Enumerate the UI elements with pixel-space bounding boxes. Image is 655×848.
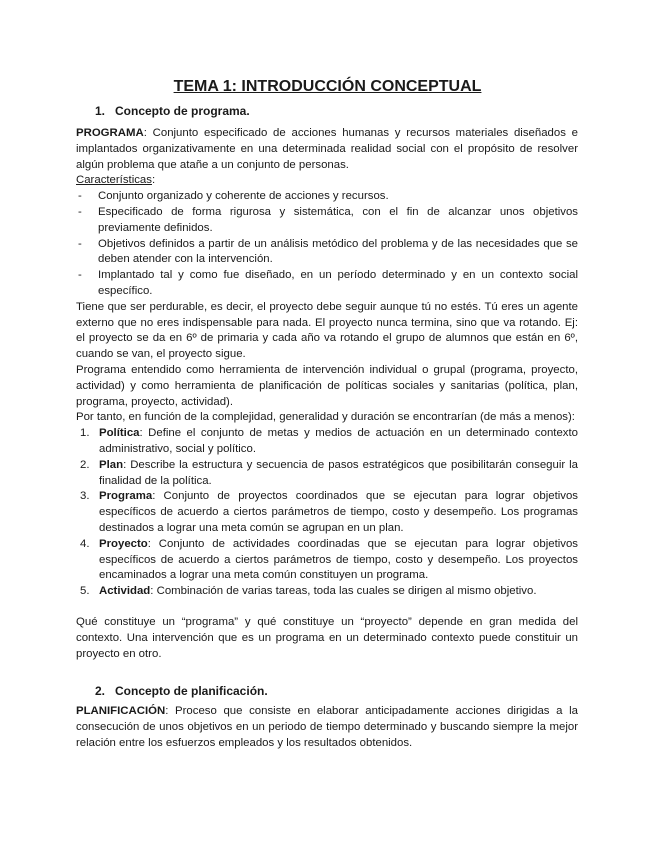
section-2-number: 2. (95, 684, 106, 698)
planificacion-definition (76, 704, 578, 751)
level-text: : Conjunto de actividades coordinadas que se ejecutan para lograr objetivos específicos de acuerdo a ciertos parámetros de tiempo, costo y desempeño. Los proyectos encaminados a lograr una meta común constituyen un programa. (99, 537, 578, 582)
section-1-number: 1. (95, 104, 106, 118)
level-number: 3. (80, 490, 90, 503)
level-text: : Define el conjunto de metas y medios de actuación en un determinado contexto administrativo, social y político. (99, 427, 578, 455)
characteristic-text: Especificado de forma rigurosa y sistemática, con el fin de alcanzar unos objetivos previamente definidos. (98, 205, 578, 234)
level-text: : Conjunto de proyectos coordinados que se ejecutan para lograr objetivos específicos de acuerdo a ciertos parámetros de tiempo, costo y desempeño. Los programas destinados a lograr una meta común se agrupan en un plan. (99, 490, 578, 534)
list-item: - Especificado de forma rigurosa y sistemática, con el fin de alcanzar unos objetivos previamente definidos. (78, 205, 578, 234)
level-text: : Combinación de varias tareas, toda las cuales se dirigen al mismo objetivo. (150, 585, 537, 598)
list-item: - Objetivos definidos a partir de un análisis metódico del problema y de las necesidades que se deben atender con la intervención. (78, 237, 578, 266)
list-item: - Conjunto organizado y coherente de acciones y recursos. (78, 190, 389, 203)
level-number: 1. (80, 427, 90, 440)
characteristics-colon: : (151, 174, 156, 187)
paragraph-contexto: Qué constituye un “programa” y qué constituye un “proyecto” depende en gran medida del contexto. Una intervención que es un programa en un determinado contexto puede constituir un proyecto en otro. (76, 615, 578, 660)
characteristic-text: Objetivos definidos a partir de un análisis metódico del problema y de las necesidades que se deben atender con la intervención. (98, 237, 578, 266)
planificacion-term: PLANIFICACIÓN (76, 705, 166, 717)
list-item (76, 489, 578, 536)
characteristics-label: Características (76, 174, 152, 187)
list-item (76, 537, 578, 584)
list-item (76, 584, 578, 600)
level-term: Actividad (99, 585, 151, 598)
level-term: Política (99, 427, 140, 440)
level-term: Programa (99, 490, 153, 503)
section-1-heading (95, 104, 250, 118)
level-number: 5. (80, 585, 90, 598)
section-2-heading (95, 684, 268, 698)
list-item (76, 458, 578, 490)
planificacion-definition-text: : Proceso que consiste en elaborar anticipadamente acciones dirigidas a la consecución de unos objetivos en un periodo de tiempo determinado y buscando siempre la mejor relación entre los esfuerzos empleados y los resultados obtenidos. (76, 705, 578, 749)
level-number: 4. (80, 537, 90, 550)
characteristics-list (76, 189, 578, 300)
level-number: 2. (80, 458, 90, 471)
section-2-body (76, 704, 578, 751)
section-1-body (76, 126, 578, 662)
section-2-title: Concepto de planificación. (115, 684, 268, 698)
programa-term: PROGRAMA (76, 127, 144, 139)
level-term: Proyecto (99, 537, 148, 550)
paragraph-complejidad: Por tanto, en función de la complejidad, generalidad y duración se encontrarían (de más a menos): (76, 411, 575, 424)
programa-definition (76, 126, 578, 173)
characteristics-heading (76, 173, 578, 189)
levels-list (76, 426, 578, 600)
list-item (76, 426, 578, 458)
list-item: - Implantado tal y como fue diseñado, en un período determinado y en un contexto social específico. (78, 269, 578, 297)
characteristic-text: Conjunto organizado y coherente de acciones y recursos. (98, 190, 389, 203)
programa-definition-text: : Conjunto especificado de acciones humanas y recursos materiales diseñados e implantados organizativamente en una determinada realidad social con el propósito de resolver algún problema que atañe a un conjunto de personas. (76, 127, 578, 171)
level-term: Plan (99, 458, 124, 471)
paragraph-perdurable: Tiene que ser perdurable, es decir, el proyecto debe seguir aunque tú no estés. Tú eres un agente externo que no eres indispensable para nada. El proyecto nunca termina, sino que va rotando. Ej: el proyecto se da en 6º de primaria y cada año va rotando el grupo de alumnos que están en 6º, cuando se van, el proyecto sigue. (76, 300, 578, 361)
characteristic-text: Implantado tal y como fue diseñado, en un período determinado y en un contexto social específico. (98, 269, 578, 297)
level-text: : Describe la estructura y secuencia de pasos estratégicos que posibilitarán conseguir la finalidad de la política. (99, 458, 578, 487)
section-1-title: Concepto de programa. (115, 104, 250, 118)
paragraph-herramienta: Programa entendido como herramienta de intervención individual o grupal (programa, proyecto, actividad) y como herramienta de planificación de políticas sociales y sanitarias (política, plan, programa, proyecto, actividad). (76, 363, 578, 408)
document-title: TEMA 1: INTRODUCCIÓN CONCEPTUAL (173, 78, 482, 95)
